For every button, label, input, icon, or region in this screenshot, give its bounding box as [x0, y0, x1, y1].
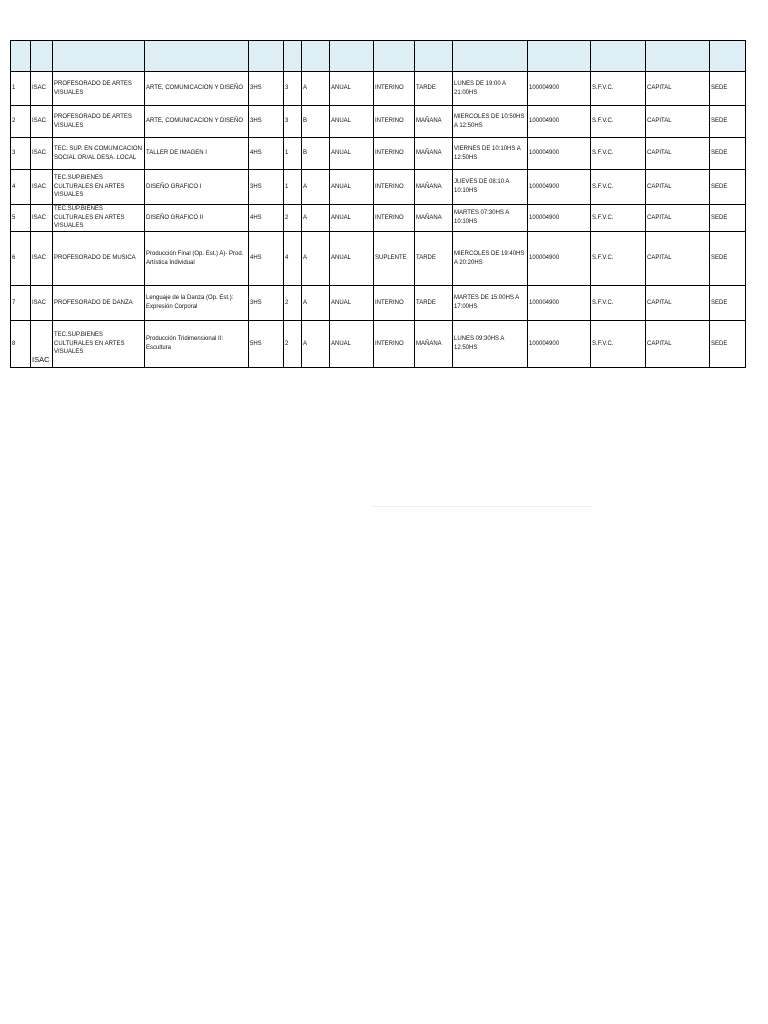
header-cell-carrera [53, 41, 145, 72]
shift-cell: MAÑANA [415, 170, 453, 205]
table-row [11, 170, 746, 205]
regime-cell: ANUAL [330, 138, 374, 170]
city-cell: S.F.V.C. [591, 170, 646, 205]
career-cell: PROFESORADO DE MUSICA [53, 232, 145, 286]
regime-cell: ANUAL [330, 170, 374, 205]
course-cell: 2 [284, 205, 302, 232]
hours-cell: 4HS [249, 232, 284, 286]
career-cell: TEC.SUP.BIENES CULTURALES EN ARTES VISUALES [53, 205, 145, 232]
institution-cell: ISAC [31, 232, 53, 286]
location-cell: SEDE [710, 205, 746, 232]
code-cell: 100004900 [528, 321, 591, 368]
faint-divider [372, 506, 592, 507]
career-cell: PROFESORADO DE ARTES VISUALES [53, 106, 145, 138]
schedule-cell: LUNES DE 19:00 A 21:00HS [453, 72, 528, 106]
character-cell: INTERINO [374, 138, 415, 170]
hours-cell: 3HS [249, 72, 284, 106]
subject-cell: DISEÑO GRAFICO I [145, 170, 249, 205]
table-row [11, 232, 746, 286]
institution-cell: ISAC [31, 321, 53, 368]
course-cell: 2 [284, 321, 302, 368]
course-cell: 2 [284, 286, 302, 321]
hours-cell: 3HS [249, 106, 284, 138]
location-cell: SEDE [710, 321, 746, 368]
code-cell: 100004900 [528, 170, 591, 205]
row-number: 3 [11, 138, 31, 170]
location-cell: SEDE [710, 170, 746, 205]
header-cell-inst [31, 41, 53, 72]
division-cell: A [302, 232, 330, 286]
row-number: 5 [11, 205, 31, 232]
city-cell: S.F.V.C. [591, 106, 646, 138]
shift-cell: MAÑANA [415, 205, 453, 232]
location-cell: SEDE [710, 232, 746, 286]
regime-cell: ANUAL [330, 72, 374, 106]
subject-cell: ARTE, COMUNICACION Y DISEÑO [145, 106, 249, 138]
header-cell-horas [249, 41, 284, 72]
regime-cell: ANUAL [330, 106, 374, 138]
career-cell: PROFESORADO DE DANZA [53, 286, 145, 321]
career-cell: TEC.SUP.BIENES CULTURALES EN ARTES VISUALES [53, 170, 145, 205]
character-cell: SUPLENTE [374, 232, 415, 286]
header-cell-nro [11, 41, 31, 72]
city-cell: S.F.V.C. [591, 286, 646, 321]
shift-cell: TARDE [415, 72, 453, 106]
location-cell: SEDE [710, 138, 746, 170]
shift-cell: MAÑANA [415, 106, 453, 138]
character-cell: INTERINO [374, 205, 415, 232]
regime-cell: ANUAL [330, 205, 374, 232]
schedule-cell: VIERNES DE 10:10HS A 12:50HS [453, 138, 528, 170]
row-number: 7 [11, 286, 31, 321]
subject-cell: TALLER DE IMAGEN I [145, 138, 249, 170]
institution-cell: ISAC [31, 106, 53, 138]
code-cell: 100004900 [528, 205, 591, 232]
hours-cell: 4HS [249, 205, 284, 232]
hours-cell: 3HS [249, 286, 284, 321]
table-row [11, 321, 746, 368]
schedule-cell: LUNES 09:30HS A 12:50HS [453, 321, 528, 368]
code-cell: 100004900 [528, 72, 591, 106]
header-cell-codigo [528, 41, 591, 72]
hours-cell: 4HS [249, 138, 284, 170]
header-cell-sfvc [591, 41, 646, 72]
table-row [11, 138, 746, 170]
department-cell: CAPITAL [646, 106, 710, 138]
schedule-table [10, 40, 746, 368]
header-cell-regimen [330, 41, 374, 72]
header-cell-materia [145, 41, 249, 72]
subject-cell: Producción Tridimensional II: Escultura [145, 321, 249, 368]
character-cell: INTERINO [374, 106, 415, 138]
header-cell-depto [646, 41, 710, 72]
hours-cell: 5HS [249, 321, 284, 368]
institution-cell: ISAC [31, 205, 53, 232]
character-cell: INTERINO [374, 321, 415, 368]
header-cell-sede [710, 41, 746, 72]
code-cell: 100004900 [528, 286, 591, 321]
career-cell: TEC. SUP. EN COMUNICACION SOCIAL OR/AL DESA. LOCAL [53, 138, 145, 170]
department-cell: CAPITAL [646, 170, 710, 205]
department-cell: CAPITAL [646, 286, 710, 321]
subject-cell: ARTE, COMUNICACION Y DISEÑO [145, 72, 249, 106]
hours-cell: 3HS [249, 170, 284, 205]
shift-cell: MAÑANA [415, 138, 453, 170]
city-cell: S.F.V.C. [591, 72, 646, 106]
code-cell: 100004900 [528, 138, 591, 170]
shift-cell: MAÑANA [415, 321, 453, 368]
header-cell-div [302, 41, 330, 72]
subject-cell: Producción Final (Op. Est.) A)- Prod. Artística Individual [145, 232, 249, 286]
character-cell: INTERINO [374, 170, 415, 205]
subject-cell: Lenguaje de la Danza (Op. Est.): Expresión Corporal [145, 286, 249, 321]
shift-cell: TARDE [415, 286, 453, 321]
shift-cell: TARDE [415, 232, 453, 286]
division-cell: B [302, 106, 330, 138]
table-row [11, 205, 746, 232]
city-cell: S.F.V.C. [591, 138, 646, 170]
header-row [11, 41, 746, 72]
department-cell: CAPITAL [646, 72, 710, 106]
course-cell: 1 [284, 138, 302, 170]
location-cell: SEDE [710, 286, 746, 321]
table-row [11, 106, 746, 138]
row-number: 8 [11, 321, 31, 368]
code-cell: 100004900 [528, 232, 591, 286]
institution-cell: ISAC [31, 138, 53, 170]
regime-cell: ANUAL [330, 286, 374, 321]
course-cell: 1 [284, 170, 302, 205]
regime-cell: ANUAL [330, 321, 374, 368]
character-cell: INTERINO [374, 72, 415, 106]
division-cell: A [302, 205, 330, 232]
city-cell: S.F.V.C. [591, 232, 646, 286]
code-cell: 100004900 [528, 106, 591, 138]
department-cell: CAPITAL [646, 138, 710, 170]
header-cell-curso [284, 41, 302, 72]
regime-cell: ANUAL [330, 232, 374, 286]
career-cell: PROFESORADO DE ARTES VISUALES [53, 72, 145, 106]
division-cell: A [302, 170, 330, 205]
department-cell: CAPITAL [646, 205, 710, 232]
schedule-cell: JUEVES DE 08:10 A 10:10HS [453, 170, 528, 205]
row-number: 6 [11, 232, 31, 286]
table-row [11, 286, 746, 321]
department-cell: CAPITAL [646, 321, 710, 368]
header-cell-turno [415, 41, 453, 72]
row-number: 1 [11, 72, 31, 106]
division-cell: B [302, 138, 330, 170]
location-cell: SEDE [710, 72, 746, 106]
institution-cell: ISAC [31, 72, 53, 106]
schedule-cell: MIERCOLES DE 19:40HS A 20:20HS [453, 232, 528, 286]
course-cell: 3 [284, 106, 302, 138]
location-cell: SEDE [710, 106, 746, 138]
table-row [11, 72, 746, 106]
row-number: 2 [11, 106, 31, 138]
schedule-cell: MARTES DE 15:00HS A 17:00HS [453, 286, 528, 321]
division-cell: A [302, 72, 330, 106]
schedule-cell: MIERCOLES DE 10:50HS A 12:50HS [453, 106, 528, 138]
institution-cell: ISAC [31, 170, 53, 205]
schedule-cell: MARTES 07:30HS A 10:10HS [453, 205, 528, 232]
city-cell: S.F.V.C. [591, 205, 646, 232]
division-cell: A [302, 286, 330, 321]
city-cell: S.F.V.C. [591, 321, 646, 368]
header-cell-horario [453, 41, 528, 72]
career-cell: TEC.SUP.BIENES CULTURALES EN ARTES VISUALES [53, 321, 145, 368]
course-cell: 4 [284, 232, 302, 286]
course-cell: 3 [284, 72, 302, 106]
institution-cell: ISAC [31, 286, 53, 321]
character-cell: INTERINO [374, 286, 415, 321]
header-cell-caracter [374, 41, 415, 72]
subject-cell: DISEÑO GRAFICO II [145, 205, 249, 232]
row-number: 4 [11, 170, 31, 205]
department-cell: CAPITAL [646, 232, 710, 286]
division-cell: A [302, 321, 330, 368]
